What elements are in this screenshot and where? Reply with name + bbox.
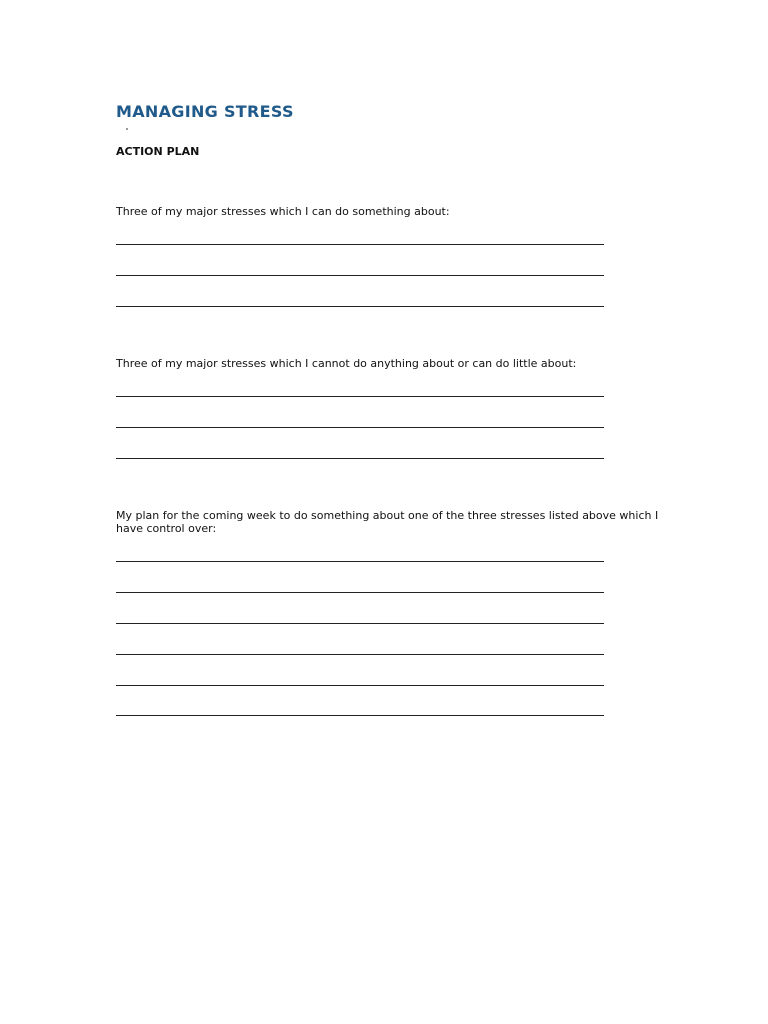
answer-line[interactable] [116, 396, 604, 397]
section-heading-action-plan: ACTION PLAN [116, 145, 200, 158]
answer-line[interactable] [116, 275, 604, 276]
prompt-uncontrollable-stresses: Three of my major stresses which I cannot do anything about or can do little about: [116, 357, 577, 370]
answer-line[interactable] [116, 244, 604, 245]
answer-line[interactable] [116, 654, 604, 655]
answer-line[interactable] [116, 715, 604, 716]
answer-line[interactable] [116, 306, 604, 307]
answer-line[interactable] [116, 427, 604, 428]
prompt-weekly-plan: My plan for the coming week to do something about one of the three stresses listed above which I have control over: [116, 509, 659, 535]
document-title: MANAGING STRESS [116, 102, 294, 121]
answer-line[interactable] [116, 685, 604, 686]
answer-line[interactable] [116, 458, 604, 459]
prompt-controllable-stresses: Three of my major stresses which I can do something about: [116, 205, 450, 218]
title-dot-mark [126, 128, 128, 130]
answer-line[interactable] [116, 623, 604, 624]
answer-line[interactable] [116, 561, 604, 562]
answer-line[interactable] [116, 592, 604, 593]
